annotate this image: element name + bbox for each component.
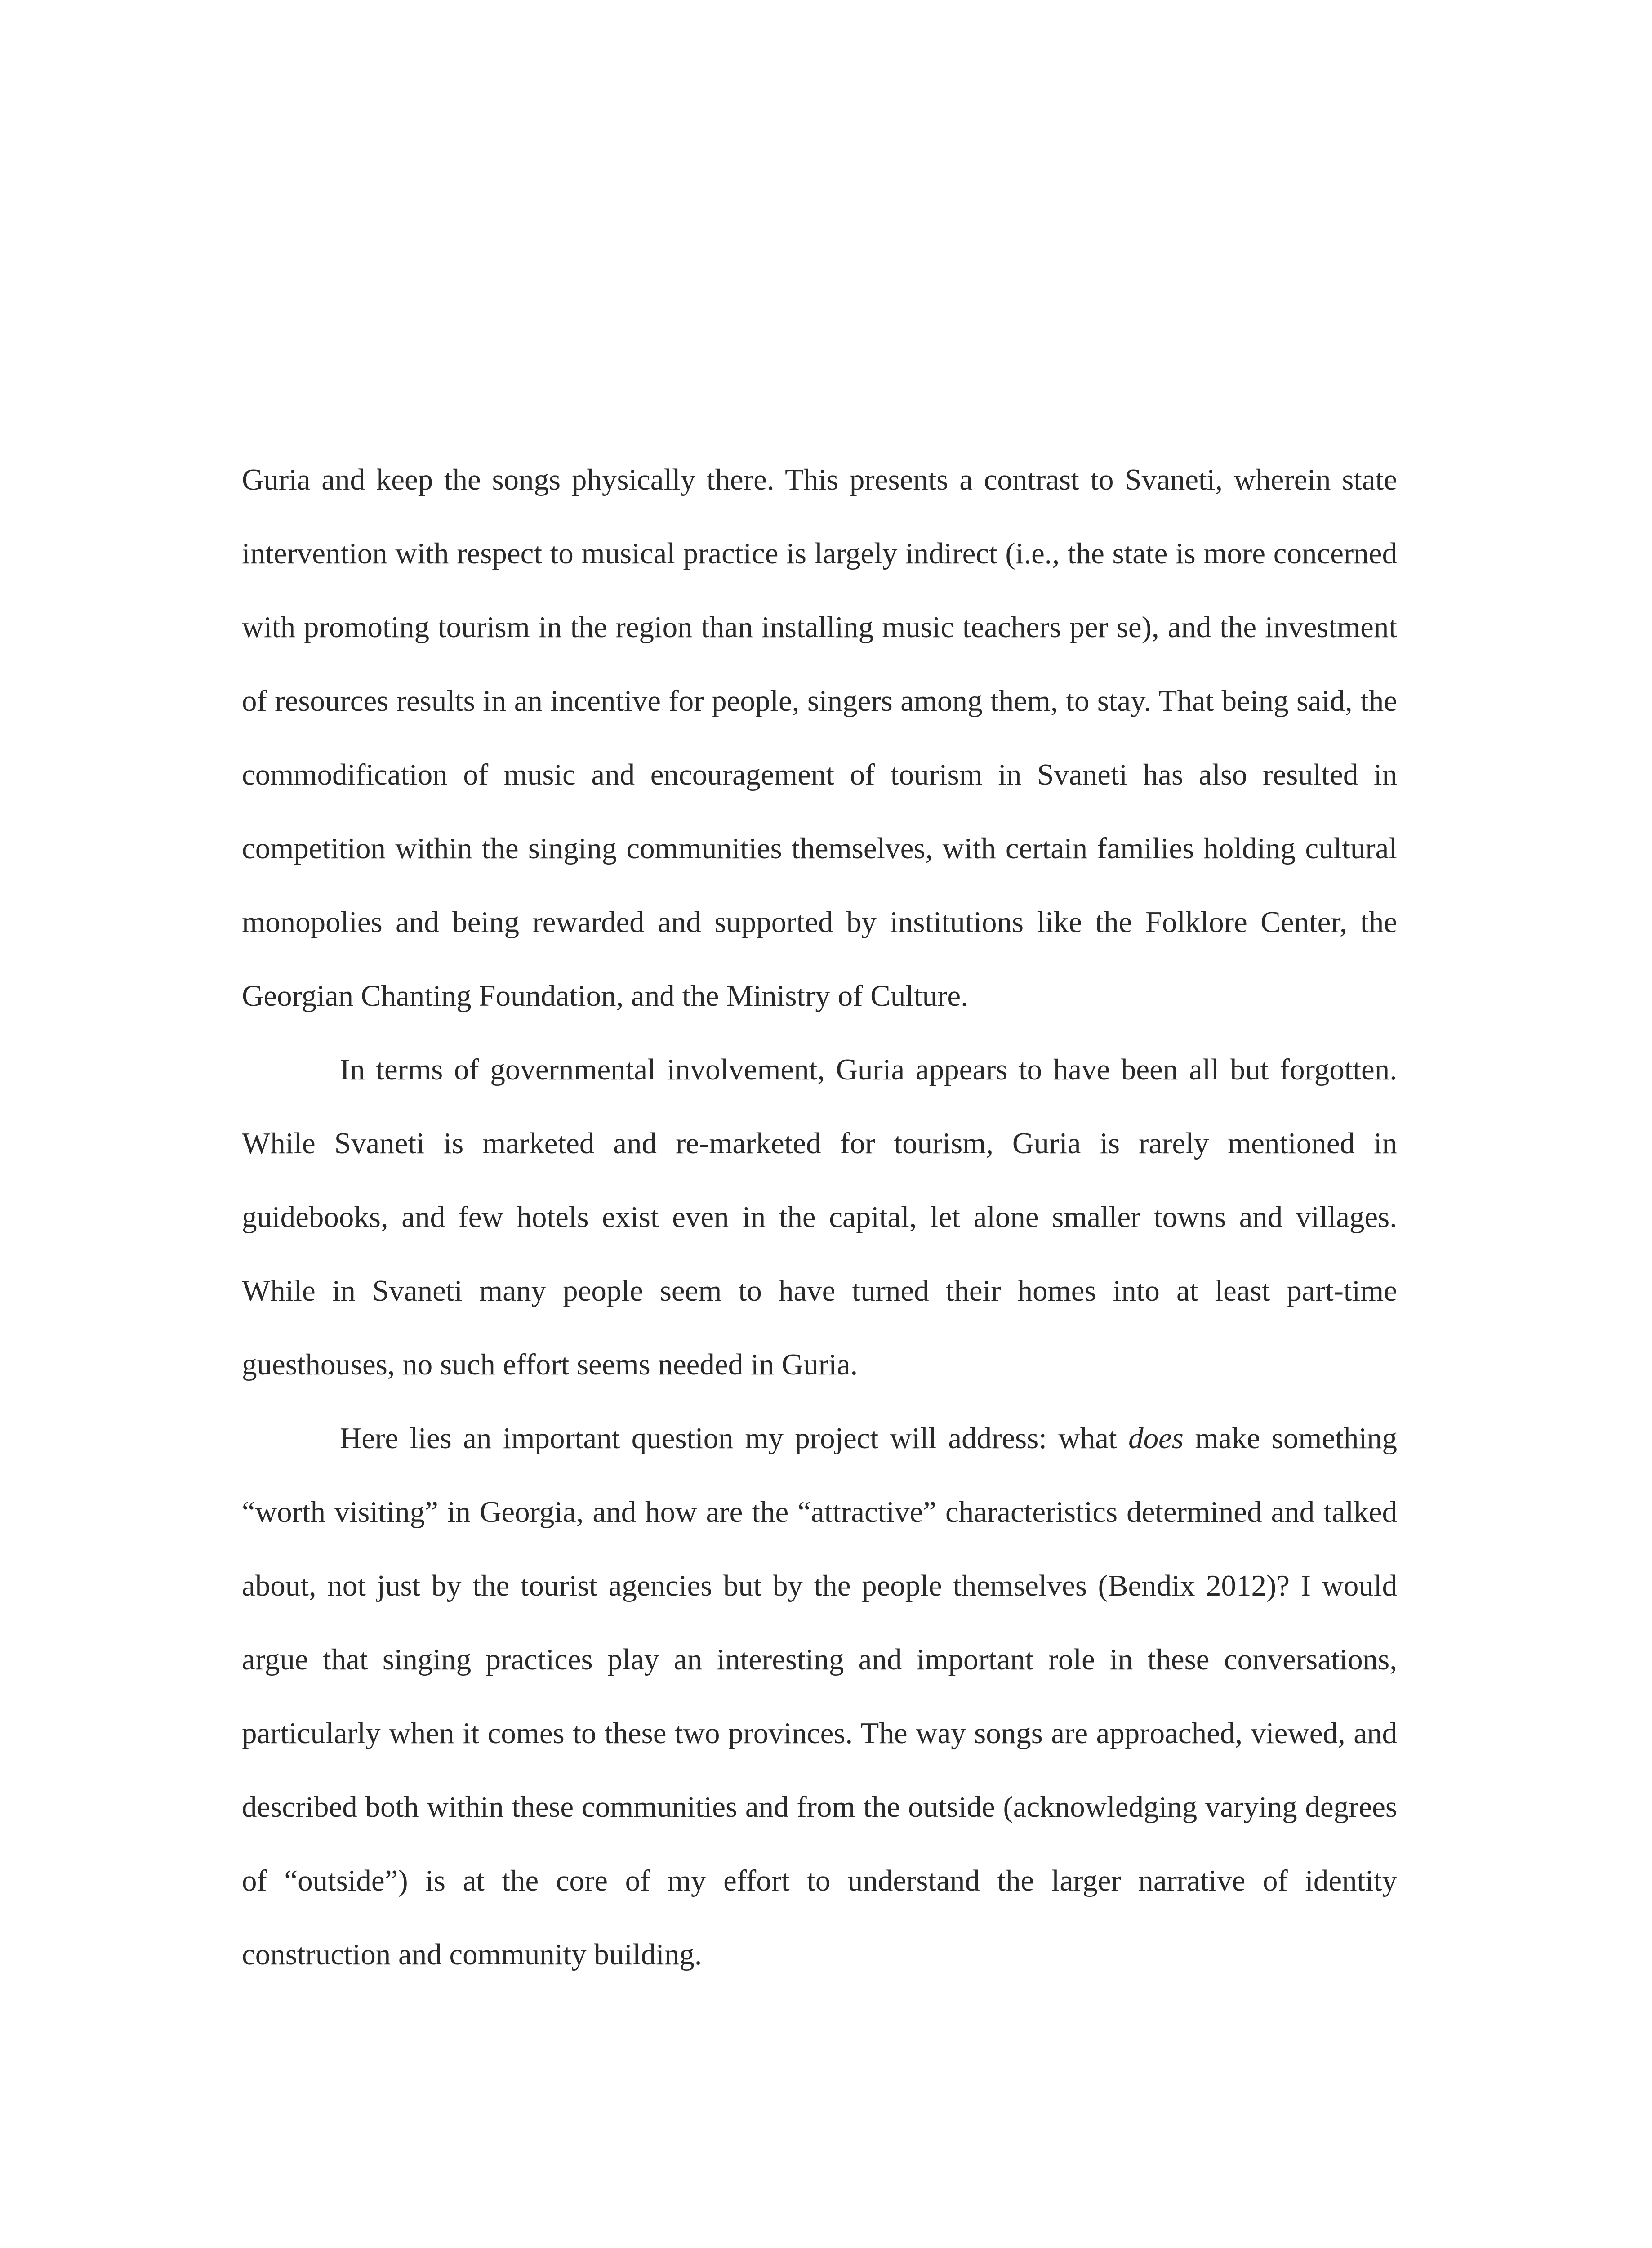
paragraph-3-text-end: make something “worth visiting” in Georgia, and how are the “attractive” characteristics determined and talked about, not just by the tourist agencies but by the people themselves (Bendix 2012)? I would argue that singing practices play an interesting and important role in these conversations, particularly when it comes to these two provinces. The way songs are approached, viewed, and described both within these communities and from the outside (acknowledging varying degrees of “outside”) is at the core of my effort to understand the larger narrative of identity construction and community building. xyxy=(242,1422,1398,1971)
paragraph-1-text: Guria and keep the songs physically there. This presents a contrast to Svaneti, wherein state intervention with respect to musical practice is largely indirect (i.e., the state is more concerned with promoting tourism in the region than installing music teachers per se), and the investment of resources results in an incentive for people, singers among them, to stay. That being said, the commodification of music and encouragement of tourism in Svaneti has also resulted in competition within the singing communities themselves, with certain families holding cultural monopolies and being rewarded and supported by institutions like the Folklore Center, the Georgian Chanting Foundation, and the Ministry of Culture. xyxy=(242,463,1397,1012)
paragraph-2 xyxy=(242,1033,1397,1401)
paragraph-2-text: In terms of governmental involvement, Guria appears to have been all but forgotten. While Svaneti is marketed and re-marketed for tourism, Guria is rarely mentioned in guidebooks, and few hotels exist even in the capital, let alone smaller towns and villages. While in Svaneti many people seem to have turned their homes into at least part-time guesthouses, no such effort seems needed in Guria. xyxy=(242,1053,1397,1381)
paragraph-1 xyxy=(242,443,1397,1033)
body-text xyxy=(242,443,1397,1991)
paragraph-3-text-start: Here lies an important question my project will address: what xyxy=(340,1422,1129,1455)
emphasis-does: does xyxy=(1128,1422,1184,1455)
paragraph-3 xyxy=(242,1401,1397,1991)
